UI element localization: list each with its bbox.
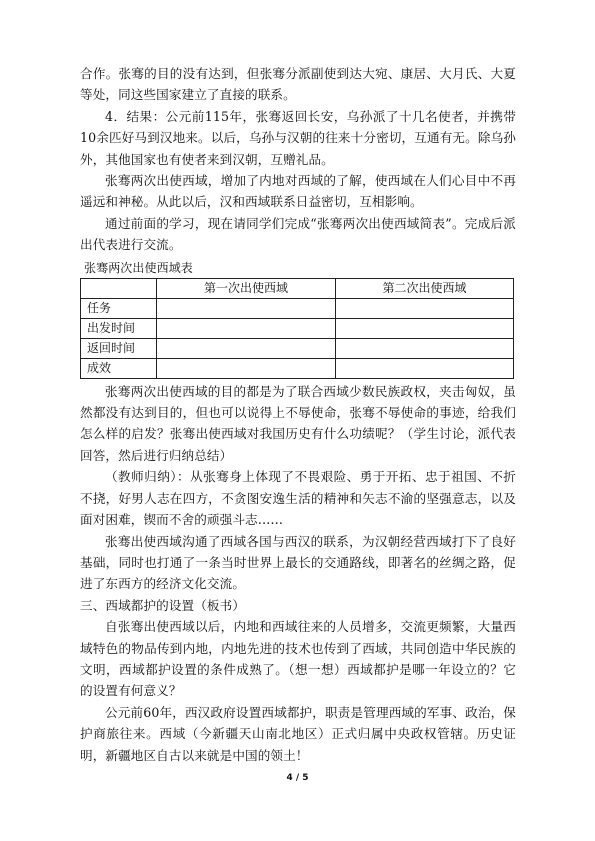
table-cell xyxy=(336,298,514,318)
paragraph: 公元前60年，西汉政府设置西域都护，职责是管理西域的军事、政治，保护商旅往来。西域（今新疆天山南北地区）正式归属中央政权管辖。历史证明，新疆地区自古以来就是中国的领土！ xyxy=(80,704,516,763)
table-row xyxy=(81,318,514,338)
table-header-cell: 第一次出使西域 xyxy=(157,278,336,298)
row-label: 返回时间 xyxy=(81,338,157,358)
document-body xyxy=(80,63,516,766)
table-cell xyxy=(157,358,336,378)
table-caption: 张骞两次出使西域表 xyxy=(84,260,193,275)
mission-table xyxy=(80,278,514,379)
table-row xyxy=(81,358,514,378)
paragraph: 张骞出使西域沟通了西域各国与西汉的联系，为汉朝经营西域打下了良好基础，同时也打通了一条当时世界上最长的交通路线，即著名的丝绸之路，促进了东西方的经济文化交流。 xyxy=(80,533,516,592)
table-header-cell xyxy=(81,278,157,298)
table-cell xyxy=(157,298,336,318)
row-label: 成效 xyxy=(81,358,157,378)
table-cell xyxy=(336,318,514,338)
table-cell xyxy=(157,318,336,338)
row-label: 任务 xyxy=(81,298,157,318)
paragraph: 合作。张骞的目的没有达到，但张骞分派副使到达大宛、康居、大月氏、大夏等处，同这些国家建立了直接的联系。 xyxy=(80,66,516,103)
paragraph: （教师归纳）：从张骞身上体现了不畏艰险、勇于开拓、忠于祖国、不折不挠，好男人志在四方，不贪图安逸生活的精神和矢志不渝的坚强意志，以及面对困难，锲而不舍的顽强斗志…… xyxy=(80,469,516,528)
paragraph: 通过前面的学习，现在请同学们完成“张骞两次出使西域简表”。完成后派出代表进行交流。 xyxy=(80,215,516,253)
paragraph: 张骞两次出使西域的目的都是为了联合西域少数民族政权，夹击匈奴，虽然都没有达到目的，但也可以说得上不辱使命，张骞不辱使命的事迹，给我们怎么样的启发？张骞出使西域对我国历史有什么功绩呢？（学生讨论，派代表回答，然后进行归纳总结） xyxy=(80,383,516,463)
table-row xyxy=(81,298,514,318)
table-row xyxy=(81,338,514,358)
page-number: 4 / 5 xyxy=(286,773,309,783)
table-header-row xyxy=(81,278,514,298)
paragraph: 4．结果：公元前115年，张骞返回长安，乌孙派了十几名使者，并携带10余匹好马到汉地来。以后，乌孙与汉朝的往来十分密切，互通有无。除乌孙外，其他国家也有使者来到汉朝，互赠礼品。 xyxy=(80,108,516,167)
table-cell xyxy=(336,338,514,358)
text-block-top xyxy=(80,63,516,256)
section-heading: 三、西域都护的设置（板书） xyxy=(80,597,246,613)
row-label: 出发时间 xyxy=(81,318,157,338)
paragraph: 自张骞出使西域以后，内地和西域往来的人员增多，交流更频繁，大量西域特色的物品传到内地，内地先进的技术也传到了西域，共同创造中华民族的文明，西域都护设置的条件成熟了。（想一想）西域都护是哪一年设立的？它的设置有何意义？ xyxy=(80,619,516,699)
table-header-cell: 第二次出使西域 xyxy=(336,278,514,298)
table-cell xyxy=(336,358,514,378)
table-cell xyxy=(157,338,336,358)
paragraph: 张骞两次出使西域，增加了内地对西域的了解，使西域在人们心目中不再遥远和神秘。从此以后，汉和西域联系日益密切，互相影响。 xyxy=(80,173,516,210)
text-block-bottom xyxy=(80,381,516,766)
